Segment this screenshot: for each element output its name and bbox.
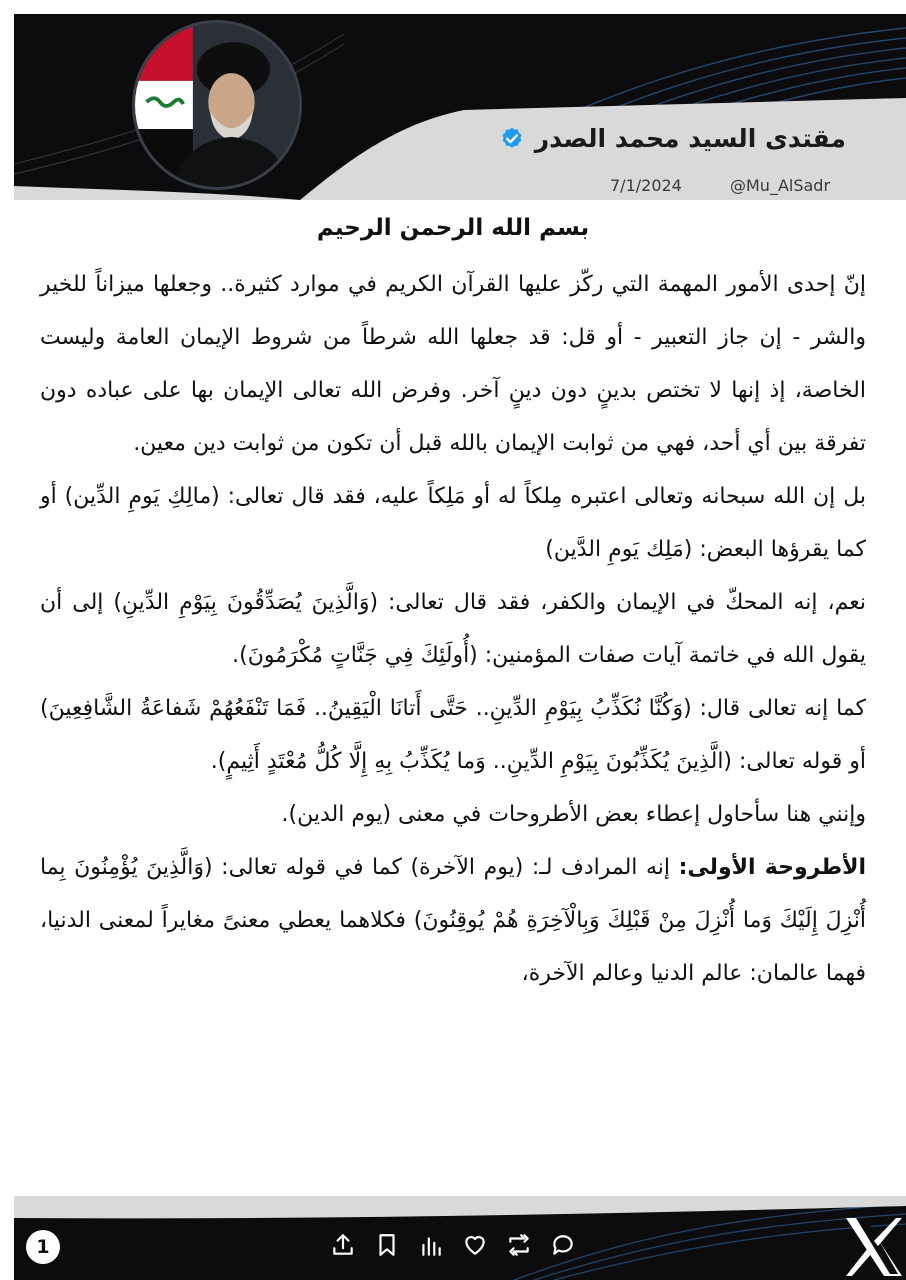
x-logo-icon	[842, 1214, 906, 1280]
post-body	[40, 210, 866, 1000]
paragraph-5: وإنني هنا سأحاول إعطاء بعض الأطروحات في معنى (يوم الدين).	[281, 802, 866, 827]
bookmark-icon[interactable]	[374, 1232, 400, 1258]
thesis-label: الأطروحة الأولى:	[678, 855, 866, 880]
repost-icon[interactable]	[506, 1232, 532, 1258]
paragraph-4: كما إنه تعالى قال: (وَكُنَّا نُكَذِّبُ بِيَوْمِ الدِّينِ.. حَتَّى أَتانَا الْيَقِينُ.. فَمَا تَنْفَعُهُمْ شَفاعَةُ الشَّافِعِينَ) أو قوله تعالى: (الَّذِينَ يُكَذِّبُونَ بِيَوْمِ الدِّينِ.. وَما يُكَذِّبُ بِهِ إِلَّا كُلُّ مُعْتَدٍ أَثِيمٍ).	[40, 696, 866, 774]
thesis-text: إنه المرادف لـ: (يوم الآخرة) كما في قوله تعالى: (وَالَّذِينَ يُؤْمِنُونَ بِما أُنْزِلَ إِلَيْكَ وَما أُنْزِلَ مِنْ قَبْلِكَ وَبِالْآخِرَةِ هُمْ يُوقِنُونَ) فكلاهما يعطي معنىً مغايراً لمعنى الدنيا، فهما عالمان: عالم الدنيا وعالم الآخرة،	[40, 855, 866, 986]
author-handle[interactable]: @Mu_AlSadr	[730, 176, 831, 195]
paragraph-2: بل إن الله سبحانه وتعالى اعتبره مِلكاً له أو مَلِكاً عليه، فقد قال تعالى: (مالِكِ يَومِ الدِّين) أو كما يقرؤها البعض: (مَلِك يَومِ الدَّين)	[40, 484, 866, 562]
share-icon[interactable]	[330, 1232, 356, 1258]
reply-icon[interactable]	[550, 1232, 576, 1258]
paragraph-1: إنّ إحدى الأمور المهمة التي ركّز عليها القرآن الكريم في موارد كثيرة.. وجعلها ميزاناً للخير والشر - إن جاز التعبير - أو قل: قد جعلها الله شرطاً من شروط الإيمان العامة وليست الخاصة، إذ إنها لا تختص بدينٍ دون دينٍ آخر. وفرض الله تعالى الإيمان بها على عباده دون تفرقة بين أي أحد، فهي من ثوابت الإيمان بالله قبل أن تكون من ثوابت دين معين.	[40, 272, 866, 456]
like-icon[interactable]	[462, 1232, 488, 1258]
basmala-heading: بسم الله الرحمن الرحيم	[316, 215, 590, 241]
post-footer	[14, 1196, 906, 1280]
verified-badge-icon	[499, 126, 525, 152]
paragraph-6	[40, 841, 866, 1000]
author-display-name[interactable]: مقتدى السيد محمد الصدر	[534, 124, 846, 153]
profile-avatar[interactable]	[132, 20, 302, 190]
post-date: 7/1/2024	[610, 176, 682, 195]
views-icon[interactable]	[418, 1232, 444, 1258]
author-name-row	[499, 124, 846, 153]
post-header	[14, 14, 906, 200]
avatar-portrait-icon	[135, 23, 299, 187]
post-actions	[330, 1232, 576, 1258]
page-number-badge: 1	[26, 1230, 60, 1264]
paragraph-3: نعم، إنه المحكّ في الإيمان والكفر، فقد قال تعالى: (وَالَّذِينَ يُصَدِّقُونَ بِيَوْمِ الدِّينِ) إلى أن يقول الله في خاتمة آيات صفات المؤمنين: (أُولَئِكَ فِي جَنَّاتٍ مُكْرَمُونَ).	[40, 590, 866, 668]
author-meta-row	[14, 174, 906, 198]
